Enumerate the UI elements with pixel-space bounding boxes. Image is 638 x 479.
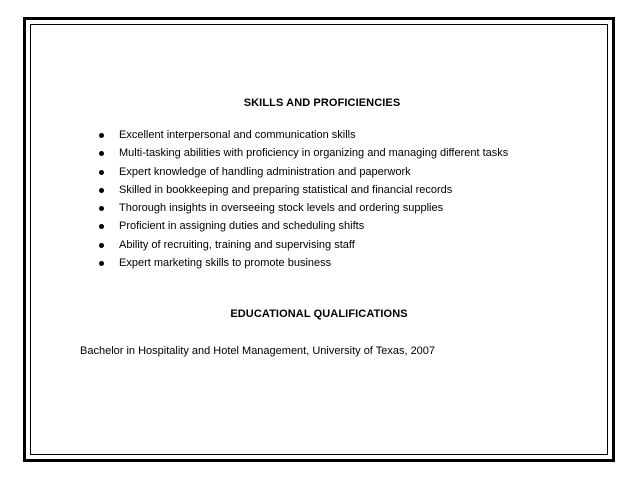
skill-text: Ability of recruiting, training and supervising staff xyxy=(119,238,355,251)
education-entry: Bachelor in Hospitality and Hotel Management, University of Texas, 2007 xyxy=(80,345,436,357)
skill-text: Multi-tasking abilities with proficiency in organizing and managing different tasks xyxy=(119,147,509,160)
skill-text: Thorough insights in overseeing stock levels and ordering supplies xyxy=(119,202,444,215)
skills-heading: SKILLS AND PROFICIENCIES xyxy=(243,97,401,109)
bullet-icon xyxy=(99,133,104,138)
skill-text: Proficient in assigning duties and scheduling shifts xyxy=(119,220,365,233)
education-heading: EDUCATIONAL QUALIFICATIONS xyxy=(230,308,408,320)
skill-text: Expert knowledge of handling administration and paperwork xyxy=(119,165,411,178)
bullet-icon xyxy=(99,243,104,248)
skill-text: Excellent interpersonal and communication skills xyxy=(119,129,356,141)
bullet-icon xyxy=(99,188,104,193)
skill-text: Expert marketing skills to promote business xyxy=(119,257,332,270)
skill-text: Skilled in bookkeeping and preparing statistical and financial records xyxy=(119,183,453,196)
bullet-icon xyxy=(99,170,104,175)
